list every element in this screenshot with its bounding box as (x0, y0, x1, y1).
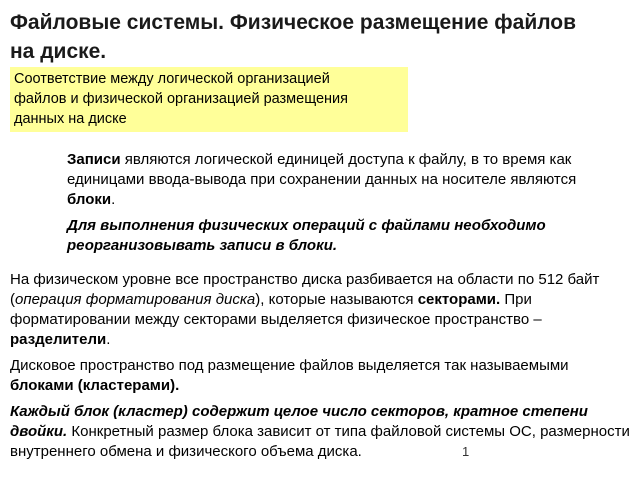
clusters-text: Дисковое пространство под размещение файлов выделяется так называемыми (10, 357, 569, 374)
records-paragraph (67, 150, 627, 210)
callout-line-1: Соответствие между логической организацией (14, 71, 330, 87)
term-blocks: блоки (67, 191, 112, 208)
sectors-text-1: На физическом уровне все пространство диска разбивается на области по 512 байт ( (10, 271, 600, 308)
slide-title-line-2: на диске. (10, 40, 107, 63)
indented-text-block (67, 150, 627, 262)
reorganize-paragraph: Для выполнения физических операций с файлами необходимо реорганизовывать записи в блоки. (67, 217, 546, 254)
term-sectors: секторами. (417, 291, 501, 308)
sectors-paragraph (10, 270, 630, 350)
callout-line-2: файлов и физической организацией размещения (14, 91, 349, 107)
term-clusters: блоками (кластерами). (10, 377, 180, 394)
callout-line-3: данных на диске (14, 111, 127, 127)
block-size-text: Конкретный размер блока зависит от типа файловой системы ОС, размерности внутреннего обмена и физического объема диска. (10, 423, 630, 460)
slide-title-line-1: Файловые системы. Физическое размещение файлов (10, 11, 577, 34)
clusters-paragraph (10, 356, 630, 396)
sectors-text-2: ), которые называются (255, 291, 418, 308)
records-text: являются логической единицей доступа к файлу, в то время как единицами ввода-вывода при сохранении данных на носителе являются (67, 151, 577, 188)
block-size-paragraph (10, 402, 630, 462)
sectors-end: . (106, 331, 111, 348)
highlight-callout (10, 67, 408, 132)
main-text-block (10, 270, 630, 468)
records-end: . (111, 191, 116, 208)
term-separators: разделители (10, 331, 107, 348)
block-size-bolditalic: Каждый блок (кластер) содержит целое число секторов, кратное степени двойки. (10, 403, 588, 440)
format-operation-italic: операция форматирования диска (15, 291, 256, 308)
term-records: Записи (67, 151, 121, 168)
slide-title (10, 8, 630, 66)
sectors-text-3: При форматировании между секторами выделяется физическое пространство – (10, 291, 542, 328)
slide-number: 1 (462, 444, 470, 459)
